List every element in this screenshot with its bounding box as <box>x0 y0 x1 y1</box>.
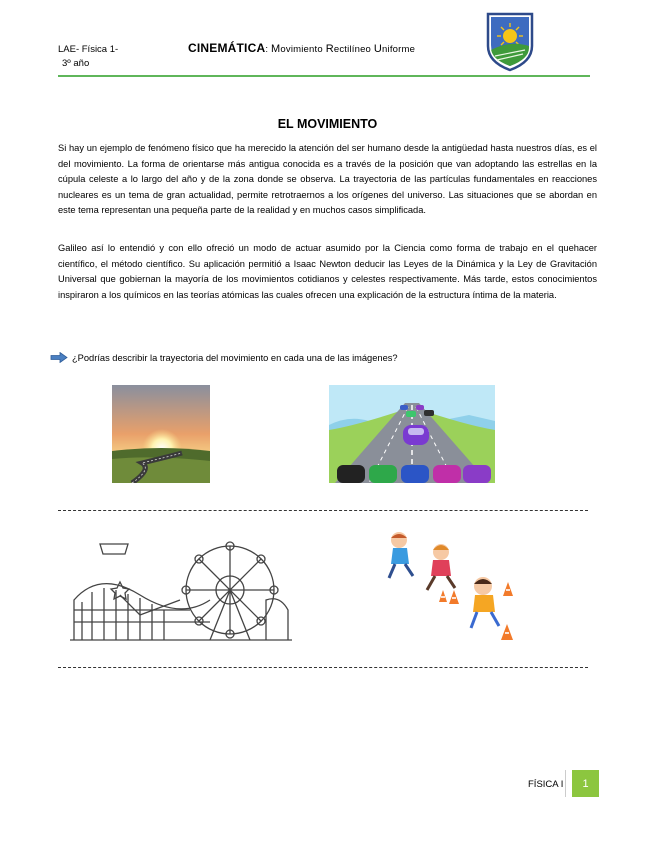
answer-line-2 <box>58 667 588 668</box>
sunset-road-image <box>112 385 210 483</box>
answer-line-1 <box>58 510 588 511</box>
question-text: ¿Podrías describir la trayectoria del movimiento en cada una de las imágenes? <box>72 352 398 363</box>
footer-subject-label: FÍSICA I <box>528 779 564 790</box>
title-word-2: Rectilíneo <box>325 43 374 55</box>
title-main: CINEMÁTICA <box>188 41 266 55</box>
paragraph-galileo: Galileo así lo entendió y con ello ofreció un modo de actuar asumido por la Ciencia como forma de trabajo en el quehacer científico, el método científico. Su aplicación permitió a Isaac Newton deducir las Leyes de la Dinámica y la Ley de Gravitación Universal que gobiernan la mayoría de los movimientos cotidianos y celestes respectivamente. Más tarde, estos conocimientos inspiraron a los químicos en las teorías atómicas las cuales ofrecen una explicación de la estructura íntima de la materia. <box>58 243 597 300</box>
title-word-3: Uniforme <box>373 43 416 55</box>
footer-divider <box>565 770 566 797</box>
amusement-park-drawing <box>70 540 292 642</box>
title-word-1: Movimiento <box>271 43 326 55</box>
course-line-1: LAE- Física 1- <box>58 44 119 55</box>
school-crest-logo <box>485 12 535 72</box>
kids-running-image <box>383 530 523 648</box>
highway-cars-image <box>329 385 495 483</box>
header-divider <box>58 75 590 77</box>
course-label <box>58 43 118 71</box>
document-title <box>188 41 415 55</box>
section-title: EL MOVIMIENTO <box>277 117 378 131</box>
question-line <box>50 352 398 363</box>
right-arrow-icon <box>50 352 68 363</box>
course-line-2: 3º año <box>62 58 90 69</box>
title-separator: : <box>265 44 272 55</box>
paragraph-intro: Si hay un ejemplo de fenómeno físico que ha merecido la atención del ser humano desde la antigüedad hasta nuestros días, es el del movimiento. La forma de orientarse más antigua conocida es a través de la posición que van adoptando las estrellas en la cúpula celeste a lo largo del año y de la zona donde se observa. La trayectoria de las partículas fundamentales en reacciones nucleares es un tema de gran actualidad, permite retrotraernos a los orígenes del universo. Las situaciones que se abordan en este tema representan una pequeña parte de la realidad y en muchos casos simplificada. <box>58 143 597 216</box>
page-number-badge: 1 <box>572 770 599 797</box>
